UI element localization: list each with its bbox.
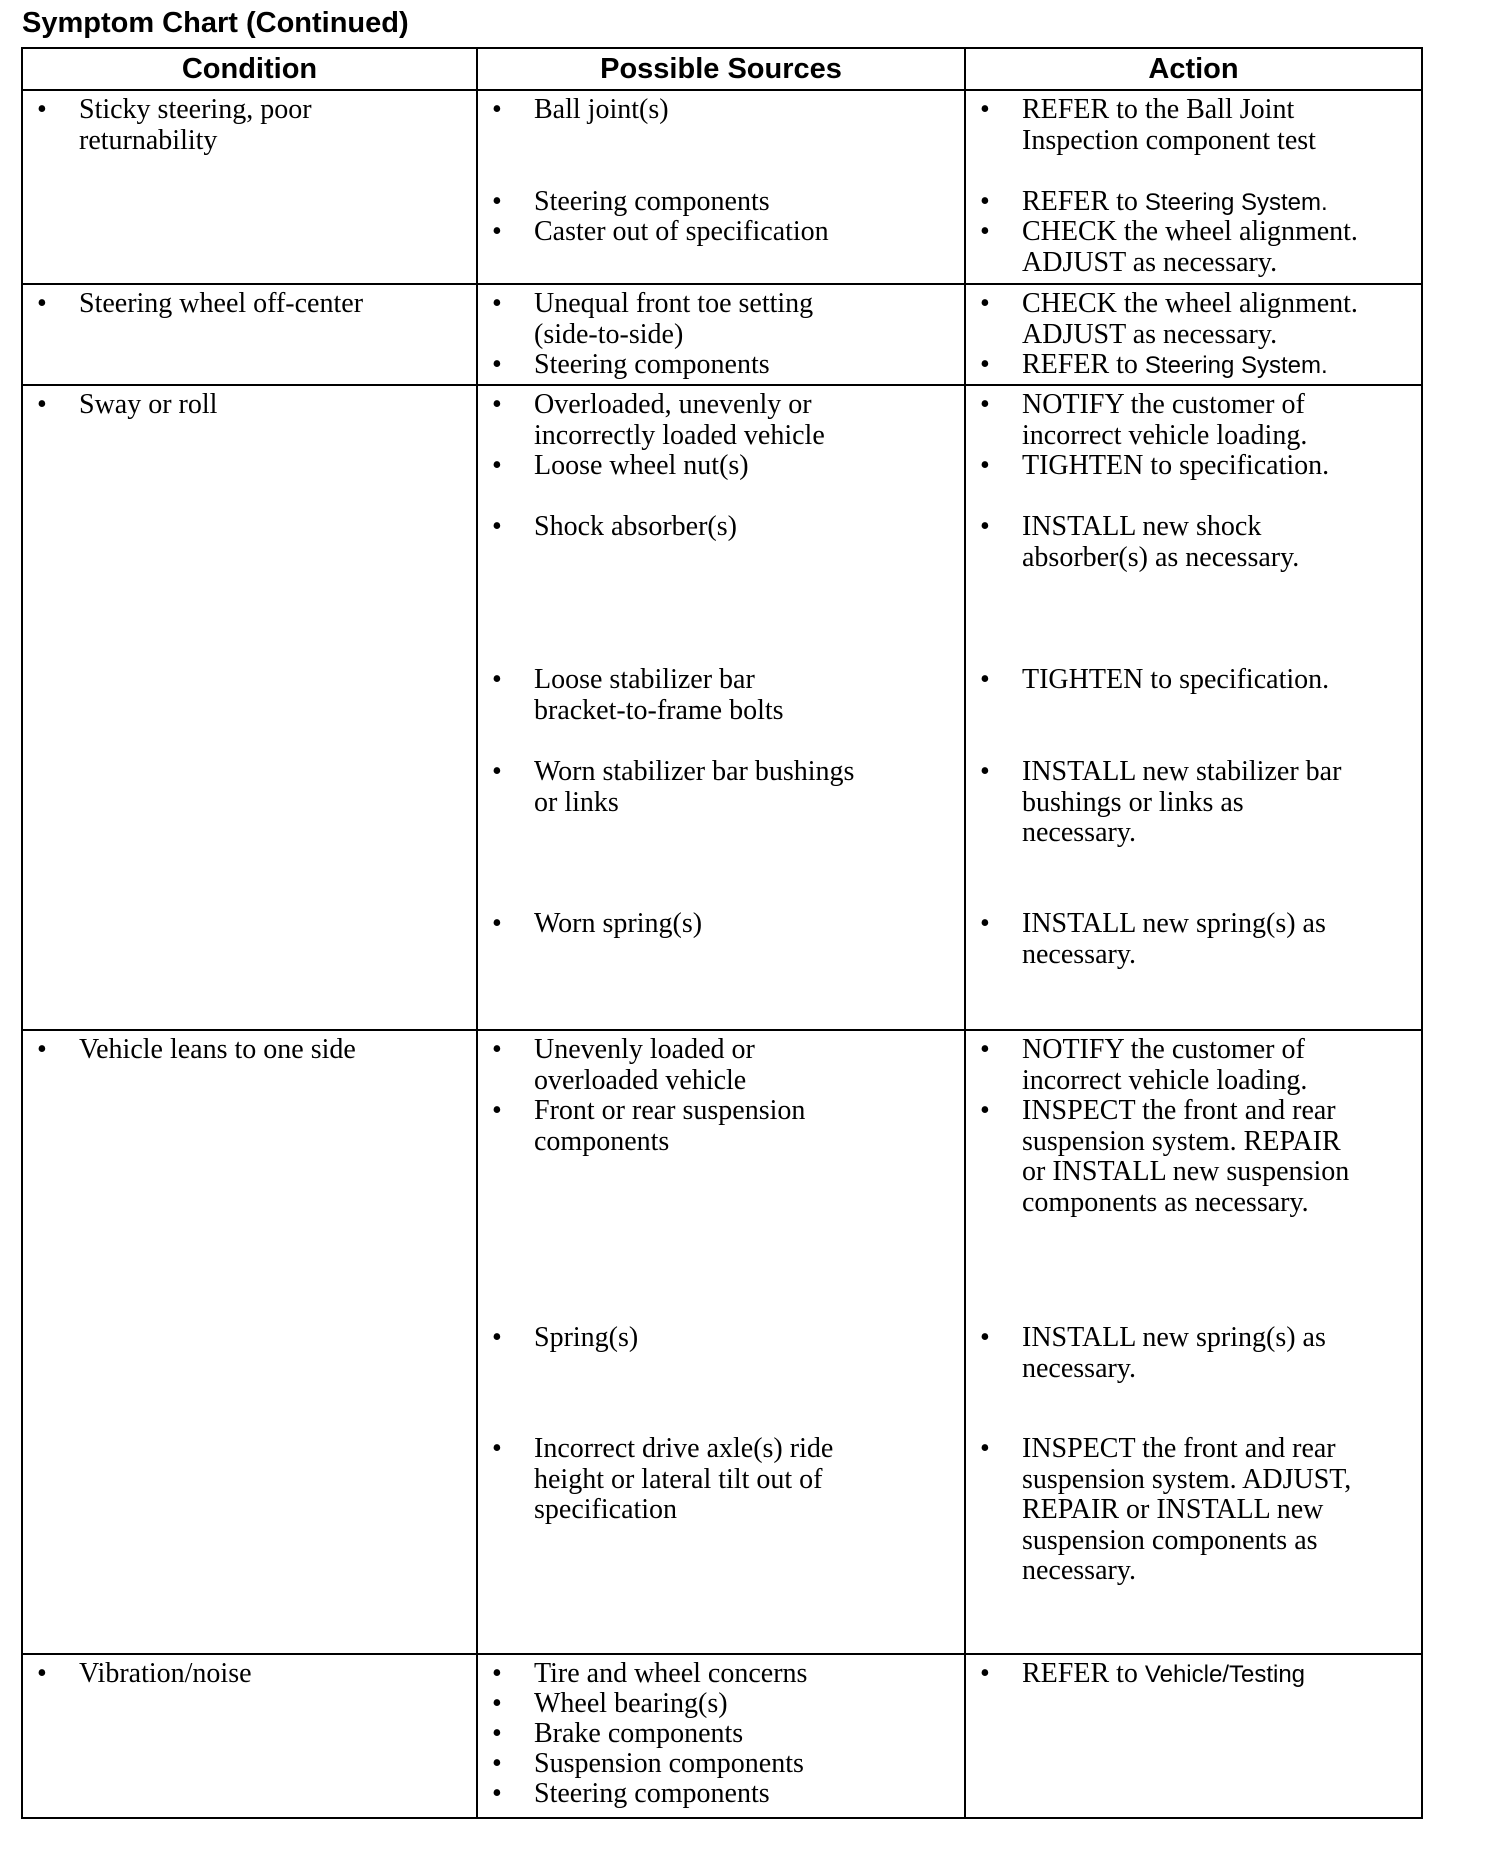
sources-cell: [477, 1654, 965, 1818]
list-item: • Wheel bearing(s): [492, 1688, 728, 1719]
sources-cell: [477, 1030, 965, 1654]
list-item: • Shock absorber(s): [492, 511, 737, 542]
condition-cell: [22, 284, 477, 385]
cross-reference: Steering System.: [1144, 189, 1328, 216]
list-item: • Caster out of specification: [492, 216, 829, 247]
list-item: • TIGHTEN to specification.: [980, 664, 1330, 695]
table-header-row: [22, 48, 1422, 90]
sources-cell: [477, 284, 965, 385]
list-item: • Sway or roll: [37, 389, 218, 420]
list-item: • Steering components: [492, 186, 770, 217]
action-cell: [965, 284, 1422, 385]
list-item: • REFER to Steering System.: [980, 186, 1328, 217]
cross-reference: Vehicle/Testing: [1144, 1661, 1306, 1688]
table-row: [22, 90, 1422, 284]
list-item: • Ball joint(s): [492, 94, 669, 125]
symptom-chart-table: [21, 47, 1423, 1819]
list-item: • Overloaded, unevenly or incorrectly loaded vehicle: [492, 389, 825, 451]
list-item: • Loose wheel nut(s): [492, 450, 749, 481]
action-cell: [965, 1030, 1422, 1654]
list-item: • INSTALL new spring(s) as necessary.: [980, 1322, 1326, 1384]
list-item: • TIGHTEN to specification.: [980, 450, 1330, 481]
condition-cell: [22, 1030, 477, 1654]
table-row: [22, 1654, 1422, 1818]
list-item: • INSPECT the front and rear suspension system. REPAIR or INSTALL new suspension components as necessary.: [980, 1095, 1350, 1218]
list-item: • REFER to the Ball Joint Inspection component test: [980, 94, 1316, 156]
list-item: • REFER to Vehicle/Testing: [980, 1658, 1306, 1689]
sources-cell: [477, 385, 965, 1030]
list-item: • Front or rear suspension components: [492, 1095, 806, 1157]
cross-reference: Steering System.: [1144, 352, 1328, 379]
list-item: • NOTIFY the customer of incorrect vehicle loading.: [980, 1034, 1308, 1096]
condition-cell: [22, 1654, 477, 1818]
list-item: • INSTALL new spring(s) as necessary.: [980, 908, 1326, 970]
condition-cell: [22, 90, 477, 284]
list-item: • REFER to Steering System.: [980, 349, 1328, 380]
list-item: • CHECK the wheel alignment. ADJUST as necessary.: [980, 216, 1358, 278]
list-item: • Vehicle leans to one side: [37, 1034, 356, 1065]
list-item: • INSPECT the front and rear suspension system. ADJUST, REPAIR or INSTALL new suspension components as necessary.: [980, 1433, 1352, 1586]
condition-cell: [22, 385, 477, 1030]
action-cell: [965, 1654, 1422, 1818]
list-item: • Tire and wheel concerns: [492, 1658, 808, 1689]
list-item: • CHECK the wheel alignment. ADJUST as necessary.: [980, 288, 1358, 350]
list-item: • INSTALL new shock absorber(s) as necessary.: [980, 511, 1300, 573]
column-header-possible-sources: Possible Sources: [477, 48, 965, 90]
column-header-condition: Condition: [22, 48, 477, 90]
list-item: • Incorrect drive axle(s) ride height or lateral tilt out of specification: [492, 1433, 834, 1525]
list-item: • Worn stabilizer bar bushings or links: [492, 756, 855, 818]
action-cell: [965, 385, 1422, 1030]
list-item: • Unequal front toe setting (side-to-side): [492, 288, 814, 350]
column-header-action: Action: [965, 48, 1422, 90]
table-row: [22, 1030, 1422, 1654]
action-cell: [965, 90, 1422, 284]
list-item: • Sticky steering, poor returnability: [37, 94, 312, 156]
list-item: • Suspension components: [492, 1748, 804, 1779]
table-row: [22, 385, 1422, 1030]
bullet: •: [37, 94, 47, 125]
list-item: • Vibration/noise: [37, 1658, 252, 1689]
table-row: [22, 284, 1422, 385]
list-item: • Worn spring(s): [492, 908, 703, 939]
list-item: • INSTALL new stabilizer bar bushings or links as necessary.: [980, 756, 1342, 848]
list-item: • Steering components: [492, 349, 770, 380]
list-item: • Spring(s): [492, 1322, 639, 1353]
sources-cell: [477, 90, 965, 284]
list-item: • NOTIFY the customer of incorrect vehicle loading.: [980, 389, 1308, 451]
list-item: • Unevenly loaded or overloaded vehicle: [492, 1034, 755, 1096]
list-item: • Steering wheel off-center: [37, 288, 364, 319]
list-item: • Loose stabilizer bar bracket-to-frame bolts: [492, 664, 784, 726]
list-item: • Steering components: [492, 1778, 770, 1809]
page-title: Symptom Chart (Continued): [22, 7, 409, 39]
list-item: • Brake components: [492, 1718, 744, 1749]
